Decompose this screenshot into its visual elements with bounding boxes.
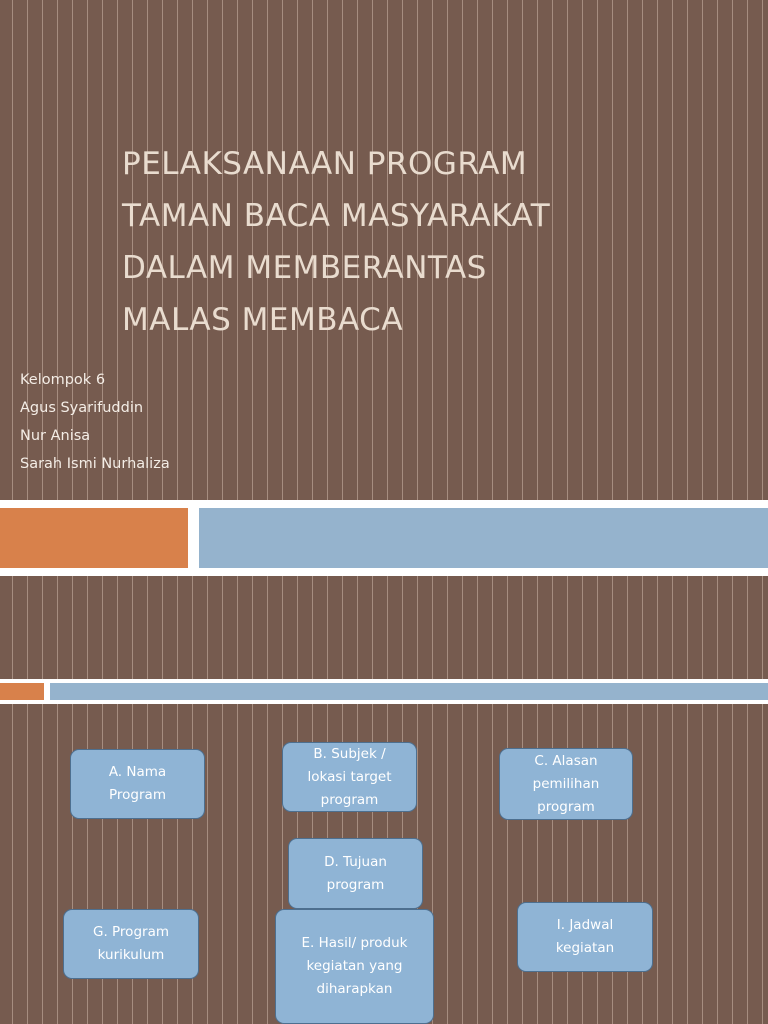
box-jadwal-kegiatan (517, 902, 653, 972)
box-label (308, 743, 392, 812)
accent-orange-block (0, 683, 44, 700)
box-label (93, 921, 169, 967)
box-label-line: pemilihan (532, 775, 600, 792)
accent-band-top (0, 500, 768, 576)
group-name: Kelompok 6 (20, 372, 106, 388)
box-program-kurikulum (63, 909, 199, 979)
box-label-line: B. Subjek / (313, 745, 386, 762)
box-label-line: lokasi target (307, 768, 392, 785)
box-label-line: program (537, 798, 595, 815)
box-label (109, 761, 166, 807)
title-line: PELAKSANAAN PROGRAM (122, 146, 528, 182)
box-label-line: diharapkan (316, 981, 393, 997)
box-label-line: program (320, 791, 379, 808)
title-line: MALAS MEMBACA (122, 302, 404, 338)
title-line: DALAM MEMBERANTAS (122, 250, 487, 286)
box-label-line: I. Jadwal (556, 917, 614, 933)
accent-blue-block (199, 508, 768, 568)
box-label-line: kurikulum (97, 947, 165, 963)
box-label-line: kegiatan yang (306, 958, 403, 974)
title-line: TAMAN BACA MASYARAKAT (122, 198, 551, 234)
box-label-line: E. Hasil/ produk (301, 935, 408, 951)
box-label (556, 914, 614, 960)
box-label-line: D. Tujuan (324, 853, 387, 870)
box-label-line: C. Alasan (534, 752, 598, 769)
box-alasan-pemilihan (499, 748, 633, 820)
box-label-line: program (326, 876, 385, 893)
accent-blue-block (50, 683, 768, 700)
accent-orange-block (0, 508, 188, 568)
box-label-line: kegiatan (555, 940, 615, 956)
author-name: Nur Anisa (20, 428, 91, 444)
box-label-line: A. Nama (108, 764, 167, 780)
box-label (302, 932, 408, 1001)
author-name: Agus Syarifuddin (20, 400, 144, 416)
box-label-line: Program (109, 787, 166, 803)
box-label (324, 851, 387, 897)
author-list (20, 366, 170, 478)
box-label (533, 750, 600, 819)
box-subjek-lokasi (282, 742, 417, 812)
box-tujuan-program (288, 838, 423, 909)
box-nama-program (70, 749, 205, 819)
accent-band-bottom (0, 679, 768, 704)
author-name: Sarah Ismi Nurhaliza (20, 456, 170, 472)
slide-title (122, 138, 742, 346)
box-hasil-produk (275, 909, 434, 1024)
box-label-line: G. Program (92, 924, 169, 940)
